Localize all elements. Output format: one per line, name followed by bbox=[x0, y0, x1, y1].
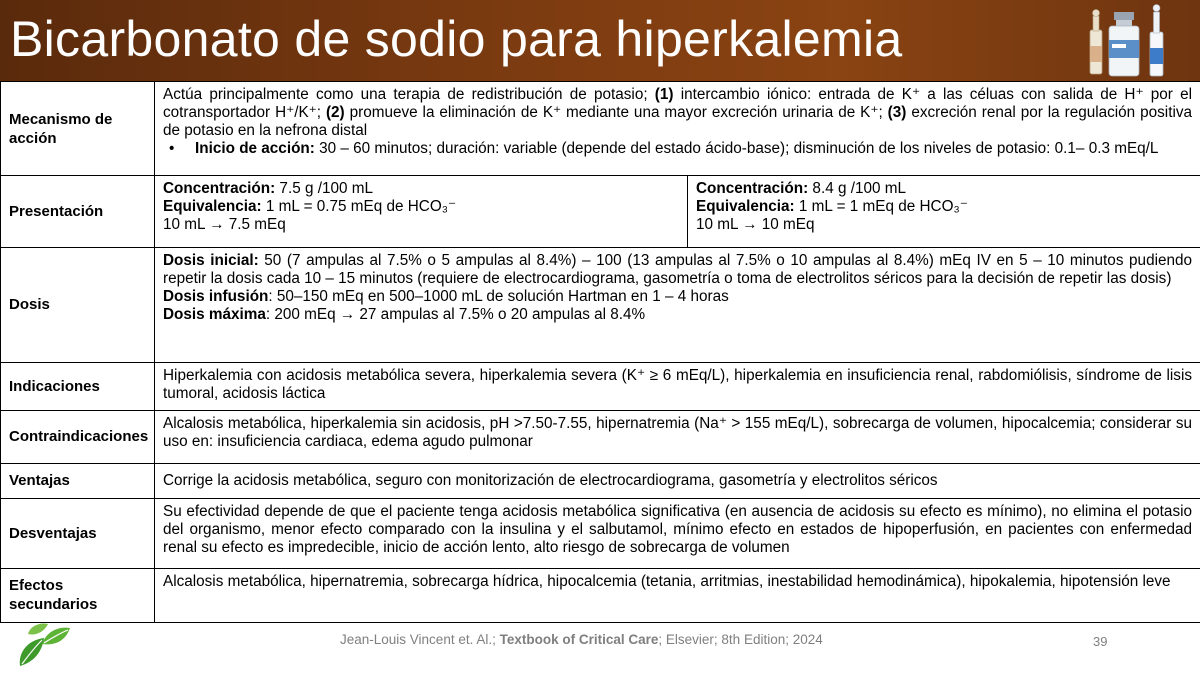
label-efectos: Efectos secundarios bbox=[1, 568, 155, 622]
content-mecanismo bbox=[155, 82, 1200, 176]
presentacion-right: Concentración: 8.4 g /100 mL Equivalencia: 1 mL = 1 mEq de HCO₃⁻ 10 mL → 10 mEq bbox=[688, 176, 1200, 248]
content-efectos: Alcalosis metabólica, hipernatremia, sobrecarga hídrica, hipocalcemia (tetania, arritmias, inestabilidad hemodinámica), hipokalemia, hipotensión leve bbox=[155, 568, 1200, 622]
row-dosis bbox=[1, 248, 1200, 362]
arrow-icon: → bbox=[335, 306, 360, 324]
row-mecanismo bbox=[1, 82, 1200, 176]
row-indicaciones bbox=[1, 362, 1200, 410]
row-efectos bbox=[1, 568, 1200, 622]
inicio-bullet: • Inicio de acción: 30 – 60 minutos; duración: variable (depende del estado ácido-base); disminución de los niveles de potasio: 0.1– 0.3 mEq/L bbox=[163, 140, 1192, 158]
content-contraindicaciones: Alcalosis metabólica, hiperkalemia sin acidosis, pH >7.50-7.55, hipernatremia (Na⁺ > 155 mEq/L), sobrecarga de volumen, hipocalcemia; considerar su uso en: insuficiencia cardiaca, edema agudo pulmonar bbox=[155, 410, 1200, 463]
label-contraindicaciones: Contraindicaciones bbox=[1, 410, 155, 463]
label-indicaciones: Indicaciones bbox=[1, 362, 155, 410]
ampoule-right bbox=[1150, 5, 1163, 77]
ampoule-left bbox=[1090, 10, 1102, 75]
info-table bbox=[0, 81, 1200, 623]
row-desventajas bbox=[1, 498, 1200, 568]
bullet-icon: • bbox=[169, 140, 175, 157]
row-presentacion bbox=[1, 176, 1200, 248]
medicine-vials-image bbox=[1086, 2, 1172, 78]
footer-citation: Jean-Louis Vincent et. Al.; Textbook of Critical Care; Elsevier; 8th Edition; 2024 bbox=[340, 632, 823, 647]
content-ventajas: Corrige la acidosis metabólica, seguro con monitorización de electrocardiograma, gasometría y electrolitos séricos bbox=[155, 463, 1200, 498]
content-desventajas: Su efectividad depende de que el paciente tenga acidosis metabólica significativa (en ausencia de acidosis su efecto es mínimo), no elimina el potasio del organismo, menor efecto comparado con la insulina y el salbutamol, mínimo efecto en estados de hipoperfusión, en pacientes con enfermedad renal su efecto es impredecible, inicio de acción lento, alto riesgo de sobrecarga de volumen bbox=[155, 498, 1200, 568]
content-indicaciones: Hiperkalemia con acidosis metabólica severa, hiperkalemia severa (K⁺ ≥ 6 mEq/L), hiperkalemia en insuficiencia renal, rabdomiólisis, síndrome de lisis tumoral, acidosis láctica bbox=[155, 362, 1200, 410]
page-number: 39 bbox=[1093, 634, 1108, 649]
label-desventajas: Desventajas bbox=[1, 498, 155, 568]
label-ventajas: Ventajas bbox=[1, 463, 155, 498]
row-ventajas bbox=[1, 463, 1200, 498]
presentacion-left: Concentración: 7.5 g /100 mL Equivalencia: 1 mL = 0.75 mEq de HCO₃⁻ 10 mL → 7.5 mEq bbox=[155, 176, 688, 248]
vial-center bbox=[1109, 12, 1139, 76]
label-mecanismo: Mecanismo de acción bbox=[1, 82, 155, 176]
label-presentacion: Presentación bbox=[1, 176, 155, 248]
slide-title: Bicarbonato de sodio para hiperkalemia bbox=[10, 11, 903, 67]
title-bar bbox=[0, 0, 1200, 81]
content-dosis: Dosis inicial: 50 (7 ampulas al 7.5% o 5 ampulas al 8.4%) – 100 (13 ampulas al 7.5% o 10 ampulas al 8.4%) mEq IV en 5 – 10 minutos pudiendo repetir la dosis cada 10 – 15 minutos (requiere de electrocardiograma, gasometría o toma de electrolitos séricos para la decisión de repetir las dosis) Dosis infusión: 50–150 mEq en 500–1000 mL de solución Hartman en 1 – 4 horas Dosis máxima: 200 mEq → 27 ampulas al 7.5% o 20 ampulas al 8.4% bbox=[155, 248, 1200, 362]
label-dosis: Dosis bbox=[1, 248, 155, 362]
mecanismo-text: Actúa principalmente como una terapia de redistribución de potasio; (1) intercambio iónico: entrada de K⁺ a las céluas con salida de H⁺ por el cotransportador H⁺/K⁺; (2) promueve la eliminación de K⁺ mediante una mayor excreción urinaria de K⁺; (3) excreción renal por la regulación positiva de potasio en la nefrona distal bbox=[163, 86, 1192, 139]
leaf-logo bbox=[14, 622, 74, 670]
row-contraindicaciones bbox=[1, 410, 1200, 463]
